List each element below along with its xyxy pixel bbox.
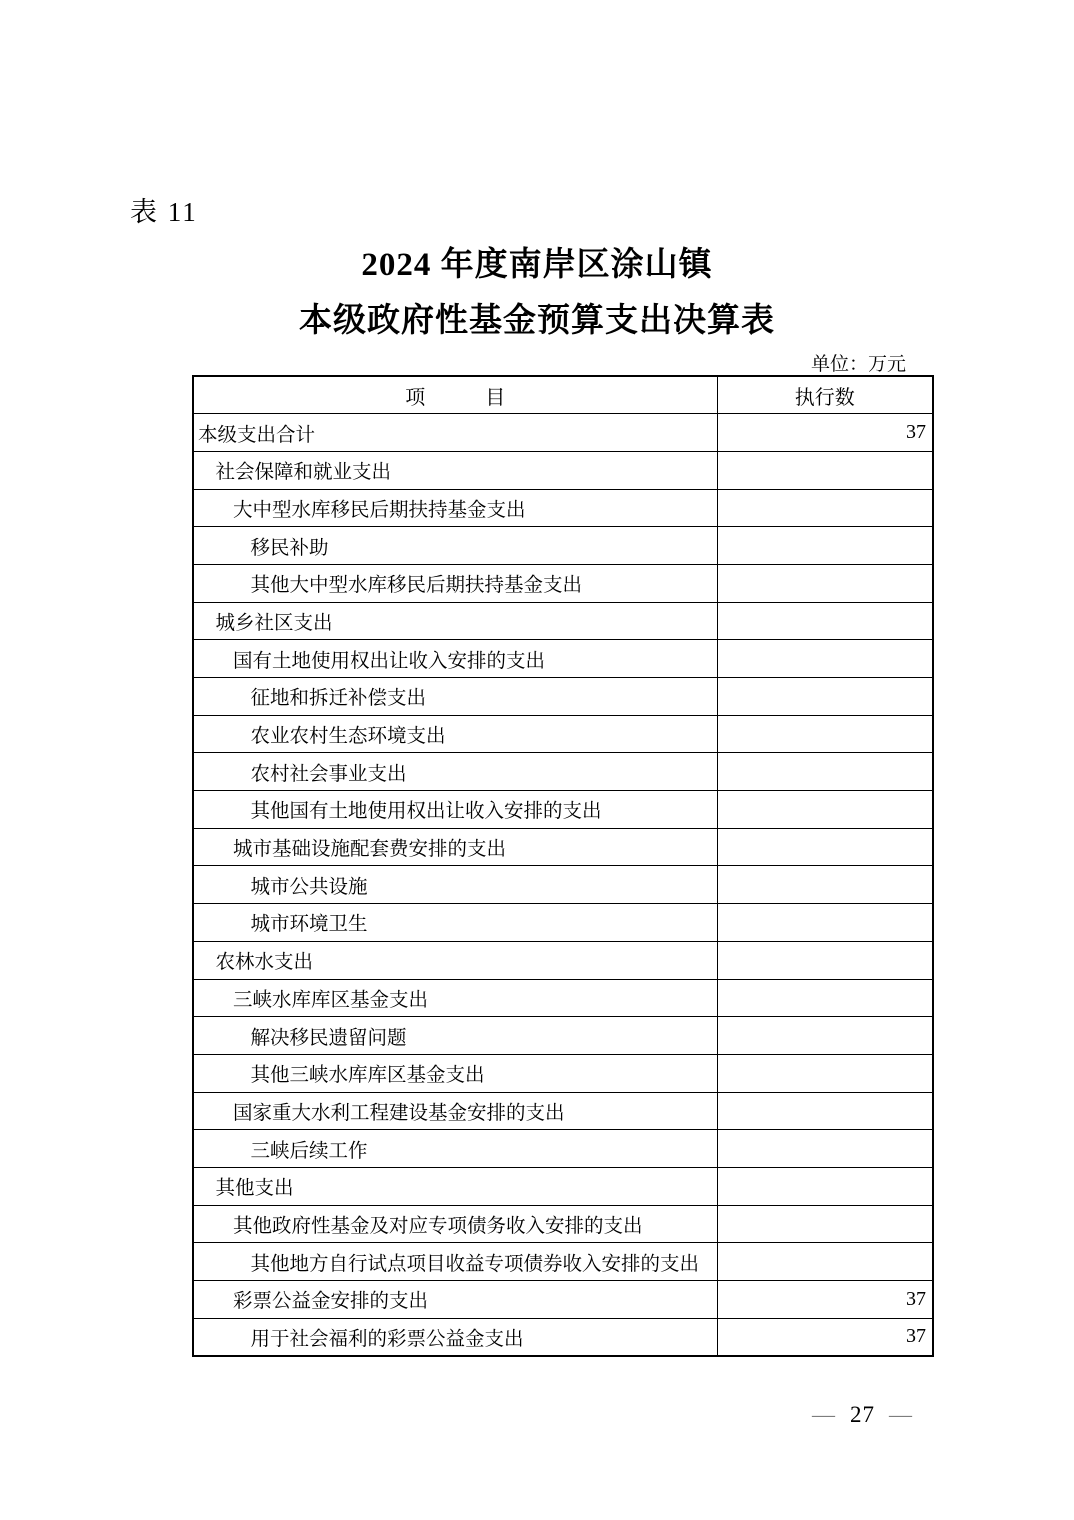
item-value [717, 941, 933, 979]
table-row [193, 414, 933, 452]
table-row [193, 1017, 933, 1055]
item-value [717, 527, 933, 565]
table-row [193, 1130, 933, 1168]
item-value [717, 489, 933, 527]
item-label: 解决移民遗留问题 [193, 1017, 717, 1055]
item-label: 其他地方自行试点项目收益专项债券收入安排的支出 [193, 1243, 717, 1281]
table-row [193, 564, 933, 602]
item-label: 三峡水库库区基金支出 [193, 979, 717, 1017]
item-label: 征地和拆迁补偿支出 [193, 678, 717, 716]
item-value: 37 [717, 1318, 933, 1356]
item-label: 本级支出合计 [193, 414, 717, 452]
item-label: 大中型水库移民后期扶持基金支出 [193, 489, 717, 527]
table-row [193, 1167, 933, 1205]
table-row [193, 715, 933, 753]
item-label: 城乡社区支出 [193, 602, 717, 640]
table-row [193, 1092, 933, 1130]
table-row [193, 1281, 933, 1319]
item-value: 37 [717, 1281, 933, 1319]
table-row [193, 602, 933, 640]
item-value [717, 1243, 933, 1281]
item-label: 其他三峡水库库区基金支出 [193, 1054, 717, 1092]
table-row [193, 866, 933, 904]
item-label: 农村社会事业支出 [193, 753, 717, 791]
item-value [717, 1092, 933, 1130]
item-label: 城市公共设施 [193, 866, 717, 904]
item-label: 农林水支出 [193, 941, 717, 979]
item-label: 国家重大水利工程建设基金安排的支出 [193, 1092, 717, 1130]
table-header-row [193, 376, 933, 414]
item-value [717, 904, 933, 942]
document-title-line1: 2024 年度南岸区涂山镇 [361, 247, 713, 283]
page-footer [812, 1402, 913, 1428]
table-row [193, 678, 933, 716]
item-column-header: 项 目 [193, 376, 717, 414]
item-label: 其他国有土地使用权出让收入安排的支出 [193, 791, 717, 829]
item-value [717, 1130, 933, 1168]
unit-note: 单位：万元 [810, 354, 906, 375]
item-value [717, 715, 933, 753]
item-value [717, 828, 933, 866]
item-label: 城市环境卫生 [193, 904, 717, 942]
table-row [193, 979, 933, 1017]
item-value [717, 564, 933, 602]
item-value: 37 [717, 414, 933, 452]
item-label: 城市基础设施配套费安排的支出 [193, 828, 717, 866]
item-value [717, 602, 933, 640]
table-row [193, 1243, 933, 1281]
footer-right-dash: — [889, 1402, 913, 1427]
item-value [717, 753, 933, 791]
item-label: 其他大中型水库移民后期扶持基金支出 [193, 564, 717, 602]
item-value [717, 1054, 933, 1092]
table-row [193, 753, 933, 791]
item-value [717, 791, 933, 829]
item-value [717, 678, 933, 716]
item-label: 用于社会福利的彩票公益金支出 [193, 1318, 717, 1356]
item-label: 农业农村生态环境支出 [193, 715, 717, 753]
table-number-label: 表 11 [130, 197, 198, 227]
table-row [193, 1205, 933, 1243]
item-label: 彩票公益金安排的支出 [193, 1281, 717, 1319]
item-label: 三峡后续工作 [193, 1130, 717, 1168]
document-title-line2: 本级政府性基金预算支出决算表 [299, 303, 775, 339]
item-value [717, 451, 933, 489]
table-row [193, 904, 933, 942]
item-label: 社会保障和就业支出 [193, 451, 717, 489]
item-label: 其他支出 [193, 1167, 717, 1205]
table-row [193, 1318, 933, 1356]
table-row [193, 1054, 933, 1092]
table-row [193, 640, 933, 678]
item-value [717, 1205, 933, 1243]
item-value [717, 866, 933, 904]
table-body [193, 414, 933, 1356]
budget-table [192, 375, 934, 1357]
table-row [193, 527, 933, 565]
table-row [193, 489, 933, 527]
footer-left-dash: — [812, 1402, 836, 1427]
item-value [717, 640, 933, 678]
item-value [717, 1167, 933, 1205]
item-value [717, 1017, 933, 1055]
table-row [193, 791, 933, 829]
value-column-header: 执行数 [717, 376, 933, 414]
table-row [193, 828, 933, 866]
item-label: 国有土地使用权出让收入安排的支出 [193, 640, 717, 678]
item-value [717, 979, 933, 1017]
item-label: 其他政府性基金及对应专项债务收入安排的支出 [193, 1205, 717, 1243]
item-label: 移民补助 [193, 527, 717, 565]
page-number: 27 [850, 1402, 875, 1427]
table-row [193, 451, 933, 489]
table-row [193, 941, 933, 979]
